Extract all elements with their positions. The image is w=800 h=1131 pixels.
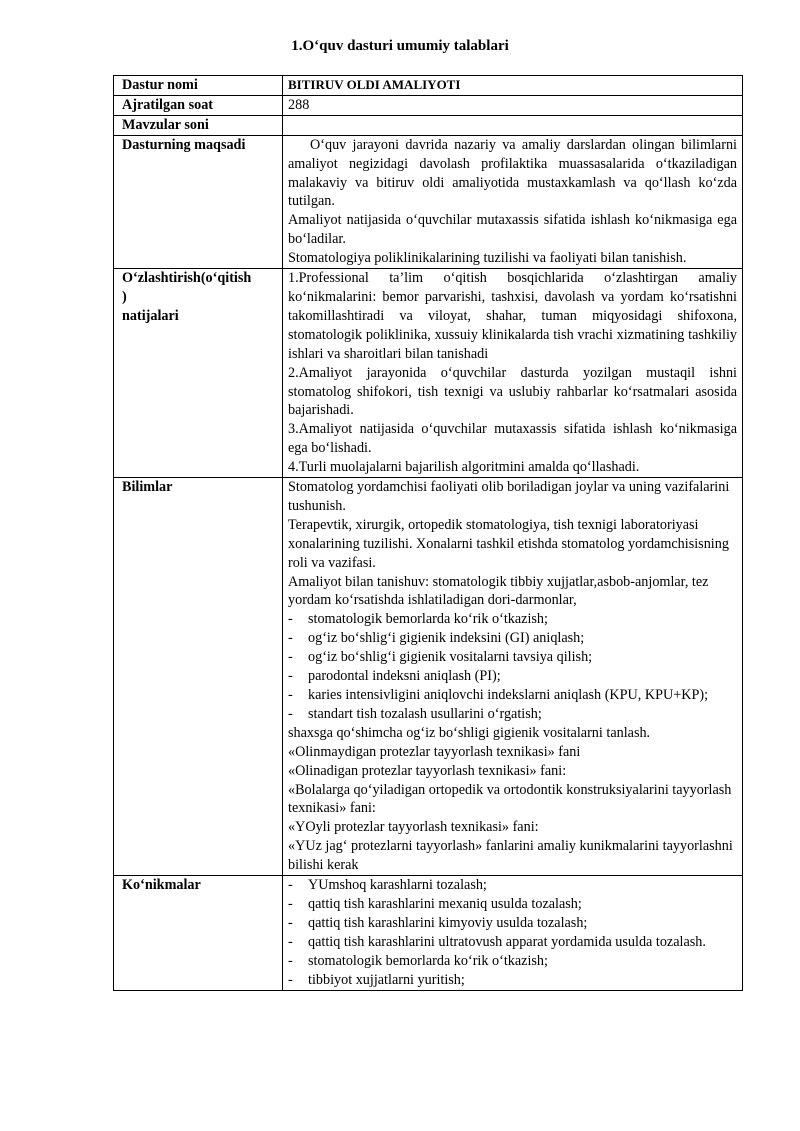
knowledge-line: «YUz jag‘ protezlarni tayyorlash» fanlarini amaliy kunikmalarini tayyorlashni bilishi kerak — [288, 838, 733, 874]
table-row — [114, 478, 743, 876]
page-title: 1.O‘quv dasturi umumiy talablari — [291, 38, 509, 54]
row-label-skills: Ko‘nikmalar — [114, 876, 283, 990]
skills-list-item: - YUmshoq karashlarni tozalash; — [288, 876, 737, 895]
results-label-line: ) — [122, 288, 127, 305]
results-line: 2.Amaliyot jarayonida o‘quvchilar dasturda yozilgan mustaqil ishni stomatolog shifokori, tish texnigi va uslubiy rahbarlar ko‘rsatmalari asosida bajarishadi. — [288, 364, 737, 419]
knowledge-list-item: - og‘iz bo‘shlig‘i gigienik vositalarni tavsiya qilish; — [288, 648, 737, 667]
knowledge-line: Terapevtik, xirurgik, ortopedik stomatologiya, tish texnigi laboratoriyasi xonalarining tuzilishi. Xonalarni tashkil etishda stomatolog yordamchisisning roli va vazifasi. — [288, 516, 729, 571]
knowledge-list-item: - standart tish tozalash usullarini o‘rgatish; — [288, 705, 737, 724]
results-value — [283, 269, 743, 478]
knowledge-line: shaxsga qo‘shimcha og‘iz bo‘shligi gigienik vositalarni tanlash. — [288, 724, 651, 741]
table-row — [114, 115, 743, 135]
program-name-value: BITIRUV OLDI AMALIYOTI — [283, 76, 743, 96]
row-label-program-name: Dastur nomi — [114, 76, 283, 96]
table-row — [114, 95, 743, 115]
table-row — [114, 135, 743, 268]
knowledge-line: Amaliyot bilan tanishuv: stomatologik tibbiy xujjatlar,asbob-anjomlar, tez yordam ko‘rsatishda ishlatiladigan dori-darmonlar, — [288, 573, 709, 609]
results-line: 3.Amaliyot natijasida o‘quvchilar mutaxassis sifatida ishlash ko‘nikmasiga ega bo‘lishadi. — [288, 421, 737, 457]
results-label-line: natijalari — [122, 307, 179, 324]
goal-value — [283, 135, 743, 268]
skills-list-item: - tibbiyot xujjatlarni yuritish; — [288, 971, 737, 990]
topics-value — [283, 115, 743, 135]
skills-list-item: - stomatologik bemorlarda ko‘rik o‘tkazish; — [288, 952, 737, 971]
table-row — [114, 876, 743, 990]
row-label-results — [114, 269, 283, 478]
knowledge-line: «Olinadigan protezlar tayyorlash texnikasi» fani: — [288, 762, 567, 779]
table-row — [114, 269, 743, 478]
goal-line: Stomatologiya poliklinikalarining tuzilishi va faoliyati bilan tanishish. — [288, 250, 687, 267]
knowledge-line: «Olinmaydigan protezlar tayyorlash texnikasi» fani — [288, 743, 581, 760]
skills-list-item: - qattiq tish karashlarini kimyoviy usulda tozalash; — [288, 914, 737, 933]
goal-line: Amaliyot natijasida o‘quvchilar mutaxassis sifatida ishlash ko‘nikmasiga ega bo‘ladilar. — [288, 212, 737, 248]
skills-list-item: - qattiq tish karashlarini ultratovush apparat yordamida usulda tozalash. — [288, 933, 737, 952]
knowledge-line: Stomatolog yordamchisi faoliyati olib boriladigan joylar va uning vazifalarini tushunish. — [288, 479, 730, 514]
program-requirements-table — [113, 75, 743, 991]
hours-value: 288 — [283, 95, 743, 115]
skills-list-item: - qattiq tish karashlarini mexaniq usulda tozalash; — [288, 895, 737, 914]
row-label-knowledge: Bilimlar — [114, 478, 283, 876]
row-label-goal: Dasturning maqsadi — [114, 135, 283, 268]
knowledge-value — [283, 478, 743, 876]
table-row — [114, 76, 743, 96]
skills-value — [283, 876, 743, 990]
knowledge-list-item: - karies intensivligini aniqlovchi indekslarni aniqlash (KPU, KPU+KP); — [288, 686, 737, 705]
results-line: 1.Professional ta’lim o‘qitish bosqichlarida o‘zlashtirgan amaliy ko‘nikmalarini: bemor parvarishi, tashxisi, davolash va yordam ko‘rsatishni takomillashtiradi va viloyat, shahar, tuman miqyosidagi shifoxona, stomatologik poliklinika, xussuiy klinikalarda tish vrachi xizmatining tashkiliy ishlari va sharoitlari bilan tanishadi — [288, 270, 737, 362]
knowledge-list-item: - stomatologik bemorlarda ko‘rik o‘tkazish; — [288, 610, 737, 629]
knowledge-line: «YOyli protezlar tayyorlash texnikasi» fani: — [288, 819, 539, 836]
row-label-topics: Mavzular soni — [114, 115, 283, 135]
knowledge-line: «Bolalarga qo‘yiladigan ortopedik va ortodontik konstruksiyalarini tayyorlash texnikasi» fani: — [288, 781, 732, 817]
row-label-hours: Ajratilgan soat — [114, 95, 283, 115]
knowledge-list-item: - parodontal indeksni aniqlash (PI); — [288, 667, 737, 686]
knowledge-list-item: - og‘iz bo‘shlig‘i gigienik indeksini (GI) aniqlash; — [288, 629, 737, 648]
results-label-line: O‘zlashtirish(o‘qitish — [122, 270, 252, 287]
goal-line: O‘quv jarayoni davrida nazariy va amaliy darslardan olingan bilimlarni amaliyot negizidagi davolash profilaktika muassasalarida o‘tkaziladigan malakaviy va bitiruv oldi amaliyotida mustaxkamlash va qo‘llash ko‘zda tutilgan. — [288, 136, 737, 210]
results-line: 4.Turli muolajalarni bajarilish algoritmini amalda qo‘llashadi. — [288, 459, 640, 476]
